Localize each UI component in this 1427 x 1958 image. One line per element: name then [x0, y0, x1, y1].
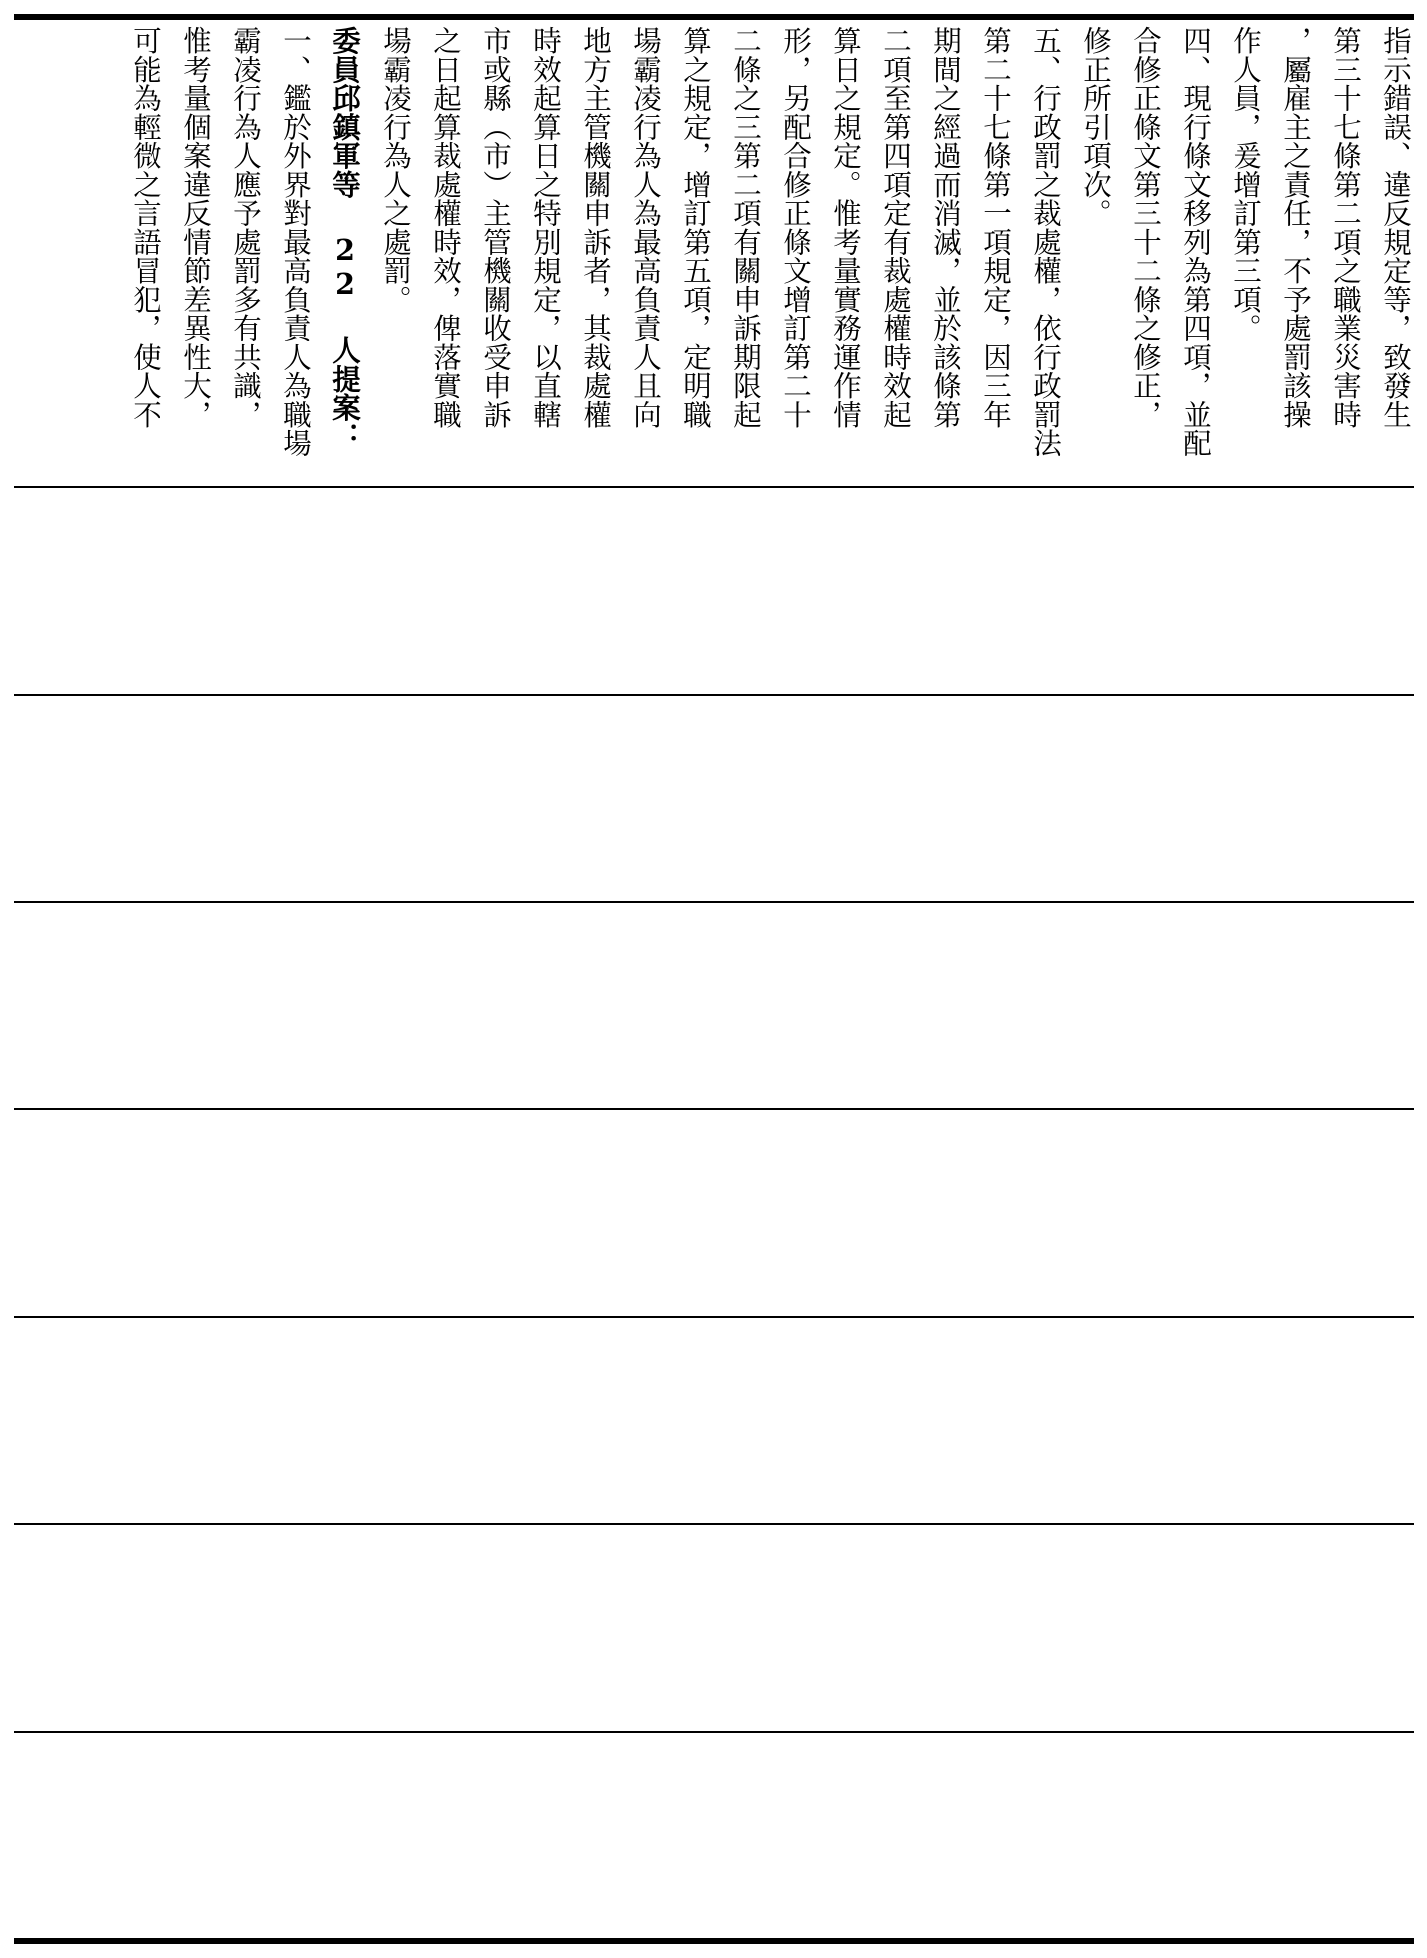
text-column: 市或縣（市）主管機關收受申訴 — [479, 26, 512, 429]
row-divider — [14, 694, 1414, 696]
text-column: 二條之三第二項有關申訴期限起 — [729, 26, 762, 429]
text-column: 四、現行條文移列為第四項，並配 — [1179, 26, 1212, 458]
text-column: 算之規定，增訂第五項，定明職 — [679, 26, 712, 429]
text-column: 指示錯誤、違反規定等，致發生 — [1379, 26, 1412, 429]
top-rule — [14, 14, 1414, 20]
text-column: 五、行政罰之裁處權，依行政罰法 — [1029, 26, 1062, 458]
row-divider — [14, 1731, 1414, 1733]
text-column: ，屬雇主之責任，不予處罰該操 — [1279, 26, 1312, 429]
text-column: 修正所引項次。 — [1079, 26, 1112, 228]
text-column: 地方主管機關申訴者，其裁處權 — [579, 26, 612, 429]
bottom-rule — [14, 1938, 1414, 1944]
row-divider — [14, 901, 1414, 903]
text-column: 可能為輕微之言語冒犯，使人不 — [129, 26, 162, 429]
proposer-heading: 委員邱鎮軍等 22 人提案： — [328, 26, 362, 451]
text-column: 惟考量個案違反情節差異性大， — [179, 26, 212, 429]
row-divider — [14, 1523, 1414, 1525]
text-column: 算日之規定。惟考量實務運作情 — [829, 26, 862, 429]
text-column: 第三十七條第二項之職業災害時 — [1329, 26, 1362, 429]
text-column: 時效起算日之特別規定，以直轄 — [529, 26, 562, 429]
text-column: 場霸凌行為人之處罰。 — [379, 26, 412, 314]
text-column: 二項至第四項定有裁處權時效起 — [879, 26, 912, 429]
row-divider — [14, 1108, 1414, 1110]
row-divider — [14, 486, 1414, 488]
text-column: 場霸凌行為人為最高負責人且向 — [629, 26, 662, 429]
text-column: 一、鑑於外界對最高負責人為職場 — [279, 26, 312, 458]
text-column: 合修正條文第三十二條之修正， — [1129, 26, 1162, 429]
text-column: 之日起算裁處權時效，俾落實職 — [429, 26, 462, 429]
text-column: 第二十七條第一項規定，因三年 — [979, 26, 1012, 429]
row-divider — [14, 1316, 1414, 1318]
text-column: 作人員，爰增訂第三項。 — [1229, 26, 1262, 343]
text-column: 霸凌行為人應予處罰多有共識， — [229, 26, 262, 429]
text-column: 期間之經過而消滅，並於該條第 — [929, 26, 962, 429]
text-column: 形，另配合修正條文增訂第二十 — [779, 26, 812, 429]
